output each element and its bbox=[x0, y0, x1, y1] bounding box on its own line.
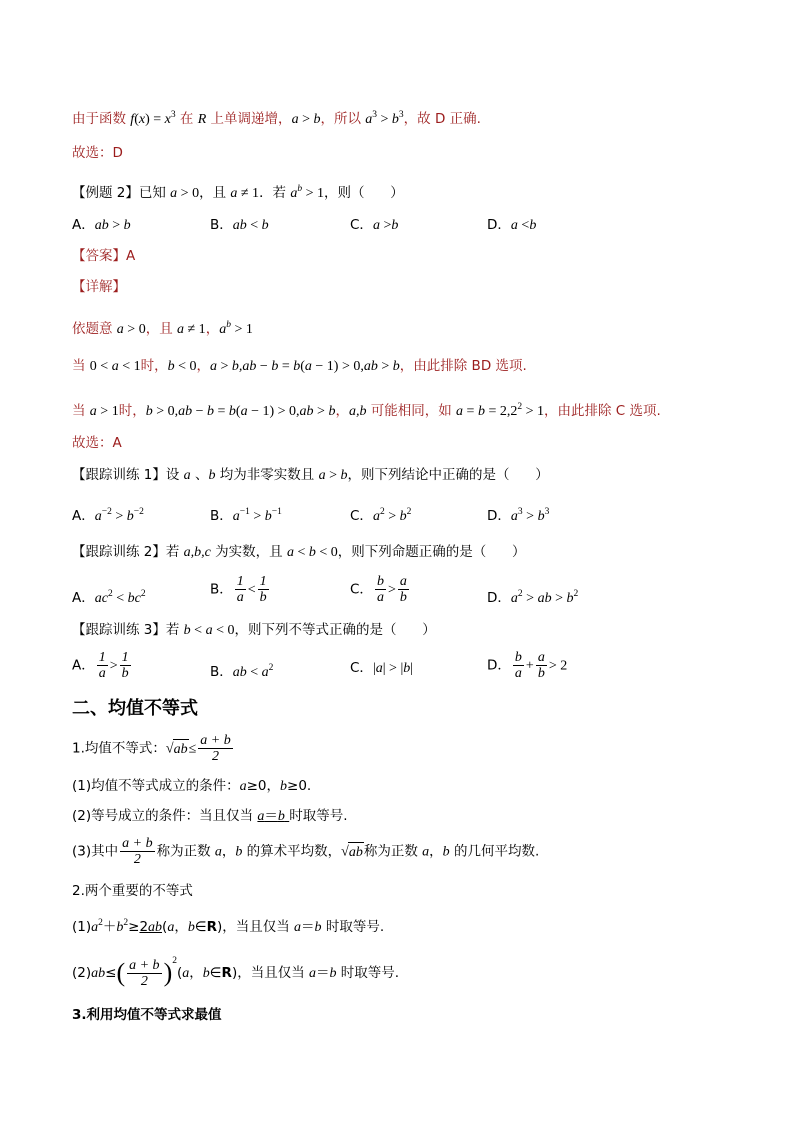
example-2-option-d: D．a <b bbox=[487, 217, 537, 233]
answer-line-1: 故选：D bbox=[72, 145, 123, 161]
inequality-1: $(1)a^2+b^2\ge 2ab(a$，b∈R)，当且仅当 a＝b 时取等号. bbox=[72, 918, 385, 935]
detail-line-2: 当 0 < a < 1时，b < 0，a > b,ab − b = b(a − 1) > 0,ab > b，由此排除 BD 选项. bbox=[72, 358, 527, 374]
extrema-heading: 3.利用均值不等式求最值 bbox=[72, 1007, 222, 1023]
condition-line: (1)均值不等式成立的条件：a≥0，b≥0. bbox=[72, 778, 312, 794]
training-3-option-b: B．ab < $a^2$ bbox=[210, 663, 274, 680]
equality-line: (2)等号成立的条件：当且仅当 a＝b 时取等号. bbox=[72, 808, 348, 824]
training-1-option-a: A．$a^{-2} > b^{-2}$ bbox=[72, 507, 144, 524]
answer-heading: 【答案】A bbox=[72, 248, 136, 264]
example-2-option-c: C．a >b bbox=[350, 217, 399, 233]
solution-line-1: 由于函数 $f(x) = x^3$ 在 R 上单调递增，a > b，所以 $a^3 > b^3$，故 D 正确. bbox=[72, 110, 481, 127]
example-2-option-a: A．ab > b bbox=[72, 217, 131, 233]
mean-inequality-def: 1.均值不等式：√ab≤ $\frac{a + b}{2}$ bbox=[72, 733, 231, 764]
answer-line-2: 故选：A bbox=[72, 435, 122, 451]
means-definition-line: (3)其中 $\frac{a + b}{2}$ 称为正数 a，b 的算术平均数，√ab称为正数 a，b 的几何平均数. bbox=[72, 836, 540, 867]
example-2-option-b: B．ab < b bbox=[210, 217, 269, 233]
training-1-option-b: B．$a^{-1} > b^{-1}$ bbox=[210, 507, 282, 524]
training-3-question: 【跟踪训练 3】若 b < a < 0，则下列不等式正确的是（ ） bbox=[72, 622, 436, 638]
training-1-option-d: D．$a^3 > b^3$ bbox=[487, 507, 550, 524]
training-1-option-c: C．$a^2 > b^2$ bbox=[350, 507, 412, 524]
training-2-question: 【跟踪训练 2】若 a,b,c 为实数，且 a < b < 0，则下列命题正确的是（ ） bbox=[72, 544, 526, 560]
training-2-option-c: C． $\frac{b}{a}$ > $\frac{a}{b}$ bbox=[350, 574, 407, 605]
training-1-question: 【跟踪训练 1】设 a 、b 均为非零实数且 a > b，则下列结论中正确的是（ ） bbox=[72, 467, 549, 483]
training-2-option-a: A．$ac^2 < bc^2$ bbox=[72, 589, 146, 606]
example-2-question: 【例题 2】已知 a > 0，且 a ≠ 1．若 $a^b > 1$，则（ ） bbox=[72, 184, 404, 201]
section-heading: 二、均值不等式 bbox=[72, 698, 198, 719]
training-2-option-d: D．$a^2$ > ab > $b^2$ bbox=[487, 589, 579, 606]
detail-line-3: 当 a > 1时，b > 0,ab − b = b(a − 1) > 0,ab > b，a,b 可能相同，如 $a = b = 2,2^2 > 1$，由此排除 C 选项. bbox=[72, 402, 661, 419]
training-3-option-d: D． $\frac{b}{a}$ + $\frac{a}{b}$ > 2 bbox=[487, 650, 568, 681]
training-3-option-c: C．|a| > |b| bbox=[350, 660, 414, 676]
training-2-option-b: B． $\frac{1}{a}$ < $\frac{1}{b}$ bbox=[210, 574, 267, 605]
training-3-option-a: A． $\frac{1}{a}$ > $\frac{1}{b}$ bbox=[72, 650, 129, 681]
inequality-2: (2)ab≤( $\frac{a + b}{2}$ )$^2$(a，b∈R)，当且仅当 a＝b 时取等号. bbox=[72, 956, 400, 989]
two-inequalities-heading: 2.两个重要的不等式 bbox=[72, 883, 193, 899]
detail-line-1: 依题意 a > 0，且 a ≠ 1，$a^b > 1$ bbox=[72, 320, 253, 337]
detail-heading: 【详解】 bbox=[72, 279, 126, 295]
